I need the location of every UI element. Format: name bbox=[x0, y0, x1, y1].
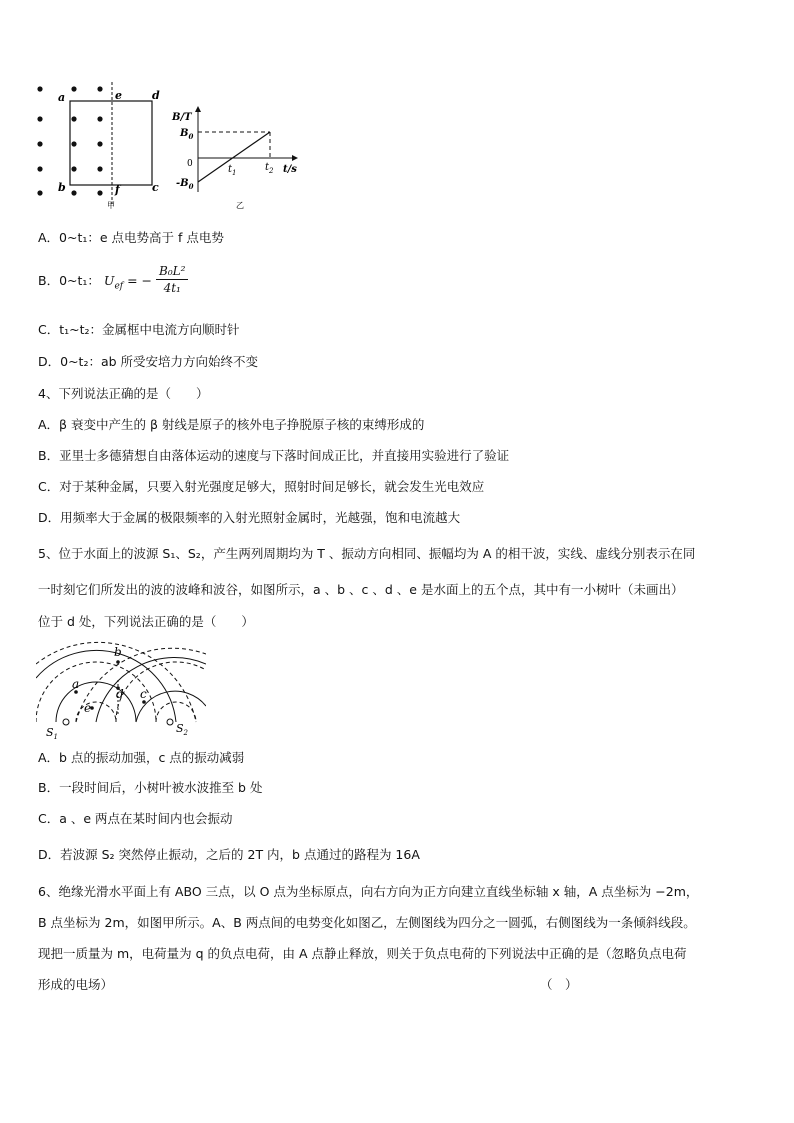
q3-option-b bbox=[38, 265, 188, 298]
label-f: f bbox=[115, 183, 120, 196]
point-a-label: a bbox=[72, 677, 80, 691]
metal-frame bbox=[70, 101, 152, 185]
q3-option-b-fraction: $\frac{\text{B₀L²}}{\text{4t₁}}$ bbox=[156, 263, 188, 296]
q3-option-b-lhs: $U_{ef}$ bbox=[103, 273, 124, 292]
q4-stem: 4、下列说法正确的是（ ） bbox=[38, 386, 209, 401]
source-s2 bbox=[167, 719, 173, 725]
q4-option-d: D．用频率大于金属的极限频率的入射光照射金属时，光越强，饱和电流越大 bbox=[38, 510, 461, 525]
t1-label: $t_1$ bbox=[228, 164, 237, 177]
label-b: b bbox=[58, 181, 66, 194]
q5-option-b: B．一段时间后，小树叶被水波推至 b 处 bbox=[38, 780, 263, 795]
figure-wave-interference bbox=[36, 640, 206, 740]
origin-label: 0 bbox=[187, 159, 193, 169]
caption-yi: 乙 bbox=[236, 201, 244, 210]
q6-line1: 6、绝缘光滑水平面上有 ABO 三点，以 O 点为坐标原点，向右方向为正方向建立直线坐标轴 x 轴，A 点坐标为 −2m， bbox=[38, 884, 699, 899]
q3-option-b-eq: = − bbox=[127, 273, 153, 288]
t2-label: $t_2$ bbox=[265, 162, 274, 175]
source-s1 bbox=[63, 719, 69, 725]
q6-answer-paren: （ ） bbox=[540, 977, 578, 992]
q4-option-b: B．亚里士多德猜想自由落体运动的速度与下落时间成正比，并直接用实验进行了验证 bbox=[38, 448, 510, 463]
q3-option-d: D．0~t₂：ab 所受安培力方向始终不变 bbox=[38, 354, 259, 369]
q4-option-c: C．对于某种金属，只要入射光强度足够大，照射时间足够长，就会发生光电效应 bbox=[38, 479, 485, 494]
q5-stem-line2: 一时刻它们所发出的波的波峰和波谷，如图所示，a 、b 、c 、d 、e 是水面上的五个点，其中有一小树叶（未画出） bbox=[38, 582, 684, 597]
point-e-label: e bbox=[84, 701, 92, 715]
q5-stem-line3: 位于 d 处，下列说法正确的是（ ） bbox=[38, 614, 254, 629]
q5-option-a: A．b 点的振动加强，c 点的振动减弱 bbox=[38, 750, 245, 765]
label-a: a bbox=[58, 91, 66, 104]
q5-stem-line1: 5、位于水面上的波源 S₁、S₂，产生两列周期均为 T 、振动方向相同、振幅均为 A 的相干波，实线、虚线分别表示在同 bbox=[38, 546, 696, 561]
q6-line3: 现把一质量为 m，电荷量为 q 的负点电荷，由 A 点静止释放，则关于负点电荷的下列说法中正确的是（忽略负点电荷 bbox=[38, 946, 687, 961]
q3-option-a: A．0~t₁：e 点电势高于 f 点电势 bbox=[38, 230, 224, 245]
q3-option-b-prefix: B．0~t₁： bbox=[38, 273, 100, 288]
label-e: e bbox=[115, 89, 122, 102]
figure-magnetic-frame bbox=[30, 80, 320, 215]
b0-label: $B_0$ bbox=[180, 128, 194, 141]
q3-option-c: C．t₁~t₂：金属框中电流方向顺时针 bbox=[38, 322, 240, 337]
point-d-label: d bbox=[116, 687, 124, 701]
point-c-label: c bbox=[140, 687, 147, 701]
q5-option-d: D．若波源 S₂ 突然停止振动，之后的 2T 内，b 点通过的路程为 16A bbox=[38, 847, 420, 862]
q6-line2: B 点坐标为 2m，如图甲所示。A、B 两点间的电势变化如图乙，左侧图线为四分之一圆弧，右侧图线为一条倾斜线段。 bbox=[38, 915, 696, 930]
point-b-label: b bbox=[114, 645, 122, 659]
y-axis-label: B/T bbox=[172, 112, 192, 123]
label-c: c bbox=[152, 181, 159, 194]
q5-option-c: C．a 、e 两点在某时间内也会振动 bbox=[38, 811, 233, 826]
q4-option-a: A．β 衰变中产生的 β 射线是原子的核外电子挣脱原子核的束缚形成的 bbox=[38, 417, 425, 432]
caption-jia: 甲 bbox=[107, 201, 115, 210]
label-d: d bbox=[152, 89, 160, 102]
neg-b0-label: $-B_0$ bbox=[176, 178, 194, 191]
x-axis-label: t/s bbox=[283, 164, 297, 175]
s1-label: $S_1$ bbox=[46, 726, 59, 740]
q6-line4: 形成的电场） bbox=[38, 977, 114, 992]
s2-label: $S_2$ bbox=[176, 722, 189, 737]
